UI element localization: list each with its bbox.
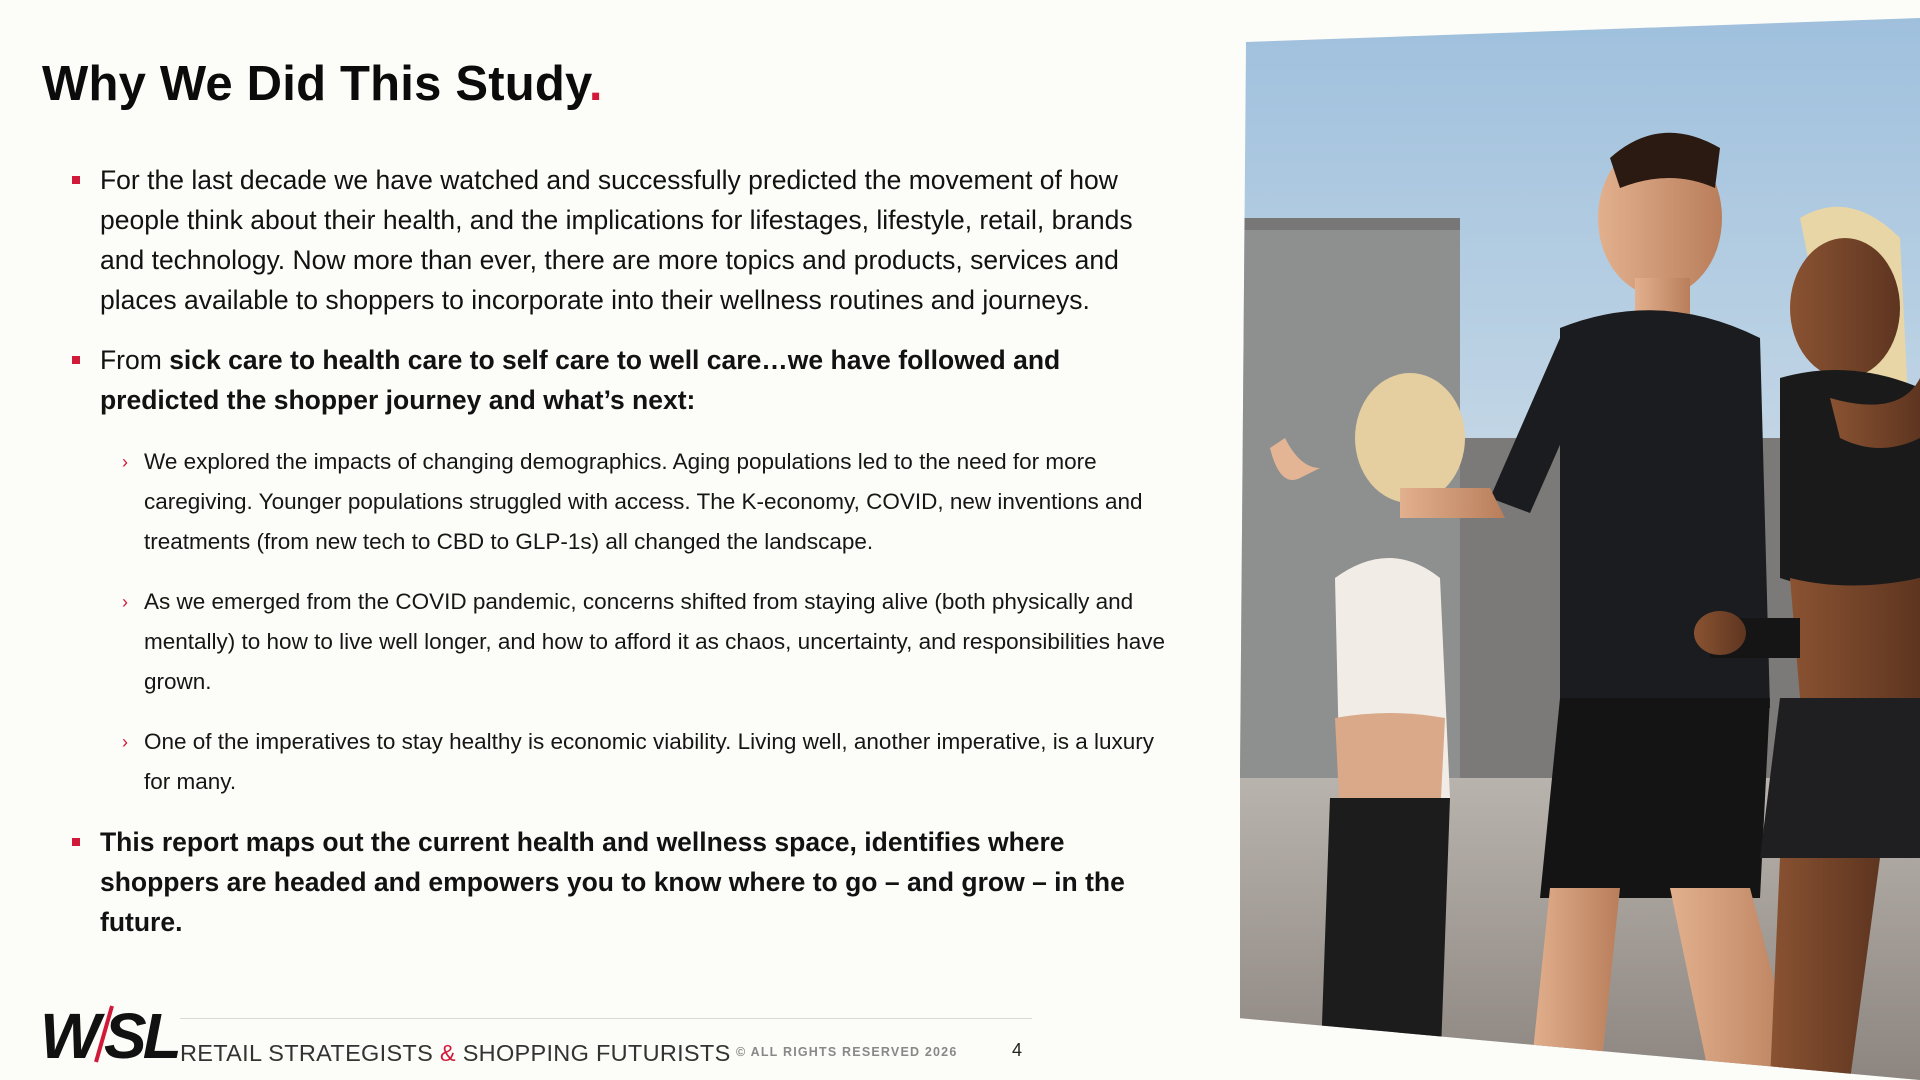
bullet-text-bold: This report maps out the current health and wellness space, identifies where shoppers are headed and empowers you to know where to go – and grow – in the future. — [100, 827, 1125, 937]
bullet-text: From — [100, 345, 170, 375]
footer-divider — [180, 1018, 1032, 1019]
chevron-right-icon: › — [122, 592, 128, 612]
bullet-item — [72, 822, 1182, 942]
svg-text:W: W — [40, 1000, 97, 1072]
footer-tagline — [180, 1040, 731, 1067]
title-dot: . — [588, 57, 603, 111]
bullet-text-bold: sick care to health care to self care to well care…we have followed and predicted the shopper journey and what’s next: — [100, 345, 1061, 415]
bullet-item — [72, 340, 1182, 802]
bullet-list — [72, 160, 1182, 962]
bullet-square-icon — [72, 838, 80, 846]
tagline-ampersand: & — [439, 1040, 456, 1066]
chevron-right-icon: › — [122, 452, 128, 472]
bullet-square-icon — [72, 356, 80, 364]
runners-photo — [1240, 18, 1920, 1080]
sub-bullet-text: As we emerged from the COVID pandemic, concerns shifted from staying alive (both physically and mentally) to how to live well longer, and how to afford it as chaos, uncertainty, and responsibilities have grown. — [144, 589, 1165, 694]
sub-bullet-list — [122, 442, 1182, 802]
bullet-text: For the last decade we have watched and successfully predicted the movement of how people think about their health, and the implications for lifestages, lifestyle, retail, brands and technology. Now more than ever, there are more topics and products, services and places available to shoppers to incorporate into their wellness routines and journeys. — [100, 165, 1133, 315]
title-text: Why We Did This Study — [42, 57, 589, 111]
sub-bullet-item — [122, 722, 1182, 802]
copyright-text: © ALL RIGHTS RESERVED 2026 — [736, 1045, 958, 1059]
sub-bullet-item — [122, 582, 1182, 702]
sub-bullet-text: One of the imperatives to stay healthy is economic viability. Living well, another imperative, is a luxury for many. — [144, 729, 1155, 794]
chevron-right-icon: › — [122, 732, 128, 752]
tagline-part1: RETAIL STRATEGISTS — [180, 1040, 440, 1066]
bullet-item — [72, 160, 1182, 320]
tagline-part2: SHOPPING FUTURISTS — [455, 1040, 731, 1066]
page-title — [42, 56, 603, 112]
sub-bullet-text: We explored the impacts of changing demographics. Aging populations led to the need for more caregiving. Younger populations struggled with access. The K-economy, COVID, new inventions and treatments (from new tech to CBD to GLP-1s) all changed the landscape. — [144, 449, 1143, 554]
bullet-square-icon — [72, 176, 80, 184]
page-number: 4 — [1012, 1040, 1023, 1060]
sub-bullet-item — [122, 442, 1182, 562]
svg-text:SL: SL — [104, 1000, 178, 1072]
wsl-logo — [38, 1000, 178, 1072]
